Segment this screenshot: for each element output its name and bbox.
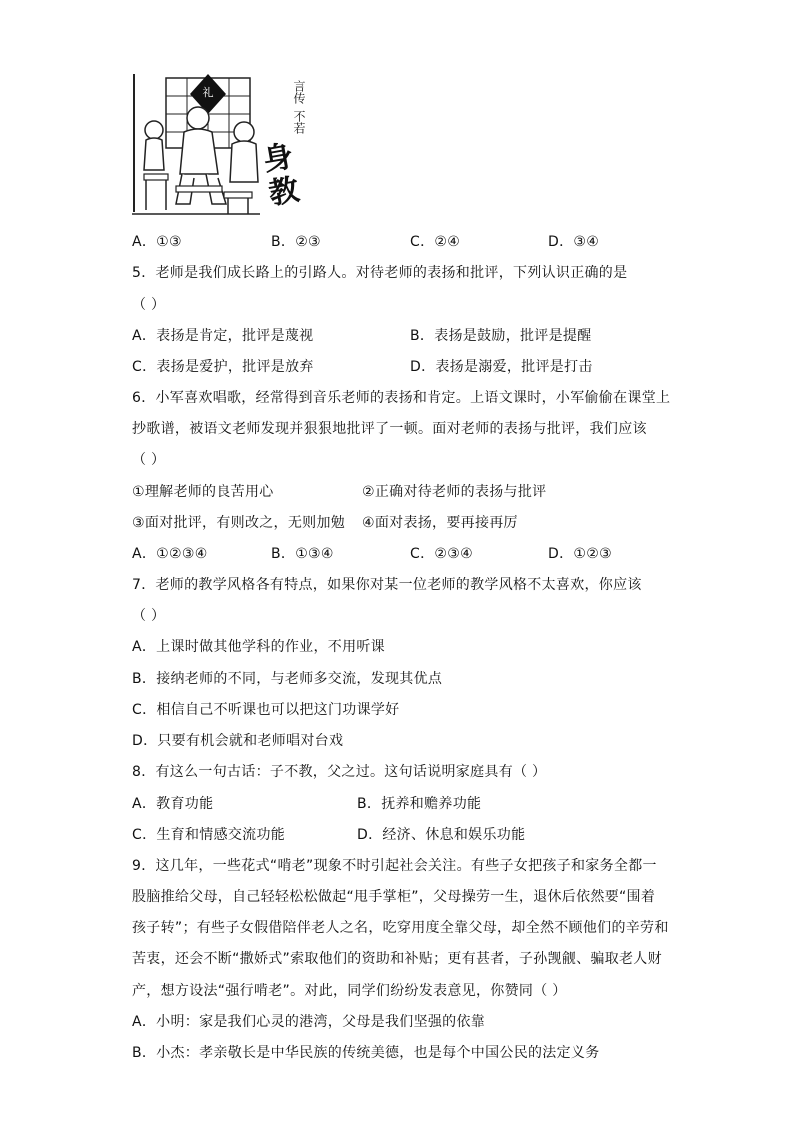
q9-option-b: B．小杰：孝亲敬长是中华民族的传统美德，也是每个中国公民的法定义务 <box>132 1045 600 1061</box>
q4-option-d: D．③④ <box>548 234 600 250</box>
q5-option-a: A．表扬是肯定，批评是蔑视 <box>132 328 314 344</box>
q6-stem-line-1: 6．小军喜欢唱歌，经常得到音乐老师的表扬和肯定。上语文课时，小军偷偷在课堂上 <box>132 390 671 406</box>
q5-blank: （ ） <box>132 297 166 313</box>
caption-line-1: 言传 <box>292 80 306 104</box>
q9-stem-line-2: 股脑推给父母，自己轻轻松松做起“甩手掌柜”，父母操劳一生，退休后依然要“围着 <box>132 889 656 905</box>
q7-option-c: C．相信自己不听课也可以把这门功课学好 <box>132 702 400 718</box>
q7-option-b: B．接纳老师的不同，与老师多交流，发现其优点 <box>132 671 443 687</box>
q6-option-b: B．①③④ <box>271 546 334 562</box>
q9-stem-line-4: 苦衷，还会不断“撒娇式”索取他们的资助和补贴；更有甚者，子孙觊觎、骗取老人财 <box>132 951 662 967</box>
q5-stem: 5．老师是我们成长路上的引路人。对待老师的表扬和批评，下列认识正确的是 <box>132 265 628 281</box>
q6-statement-3: ③面对批评，有则改之，无则加勉 <box>132 515 346 531</box>
q9-stem-line-1: 9．这几年，一些花式“啃老”现象不时引起社会关注。有些子女把孩子和家务全都一 <box>132 858 657 874</box>
q6-option-d: D．①②③ <box>548 546 612 562</box>
q6-statement-4: ④面对表扬，要再接再厉 <box>362 515 518 531</box>
q6-option-c: C．②③④ <box>410 546 473 562</box>
q8-option-b: B．抚养和赡养功能 <box>357 796 482 812</box>
q8-option-d: D．经济、休息和娱乐功能 <box>357 827 526 843</box>
q6-option-a: A．①②③④ <box>132 546 208 562</box>
q7-option-a: A．上课时做其他学科的作业，不用听课 <box>132 639 385 655</box>
caption-line-3: 身教 <box>260 138 302 212</box>
cartoon-illustration <box>132 74 318 216</box>
q6-statement-2: ②正确对待老师的表扬与批评 <box>362 484 547 500</box>
q5-option-b: B．表扬是鼓励，批评是提醒 <box>410 328 592 344</box>
q8-option-a: A．教育功能 <box>132 796 214 812</box>
q9-stem-line-5: 产，想方设法“强行啃老”。对此，同学们纷纷发表意见，你赞同（ ） <box>132 983 567 999</box>
q8-option-c: C．生育和情感交流功能 <box>132 827 286 843</box>
q5-option-c: C．表扬是爱护，批评是放弃 <box>132 359 314 375</box>
q4-option-a: A．①③ <box>132 234 182 250</box>
caption-line-2: 不若 <box>292 110 306 134</box>
q6-stem-line-2: 抄歌谱，被语文老师发现并狠狠地批评了一顿。面对老师的表扬与批评，我们应该 <box>132 421 647 437</box>
q8-stem: 8．有这么一句古话：子不教，父之过。这句话说明家庭具有（ ） <box>132 764 547 780</box>
q7-option-d: D．只要有机会就和老师唱对台戏 <box>132 733 344 749</box>
q6-statement-1: ①理解老师的良苦用心 <box>132 484 274 500</box>
seal-character: 礼 <box>202 86 214 99</box>
q7-stem: 7．老师的教学风格各有特点，如果你对某一位老师的教学风格不太喜欢，你应该 <box>132 577 642 593</box>
q9-option-a: A．小明：家是我们心灵的港湾，父母是我们坚强的依靠 <box>132 1014 486 1030</box>
q5-option-d: D．表扬是溺爱，批评是打击 <box>410 359 593 375</box>
q4-option-c: C．②④ <box>410 234 461 250</box>
q4-option-b: B．②③ <box>271 234 321 250</box>
q9-stem-line-3: 孩子转”；有些子女假借陪伴老人之名，吃穿用度全靠父母，却全然不顾他们的辛劳和 <box>132 920 669 936</box>
q6-blank: （ ） <box>132 452 166 468</box>
q7-blank: （ ） <box>132 608 166 624</box>
